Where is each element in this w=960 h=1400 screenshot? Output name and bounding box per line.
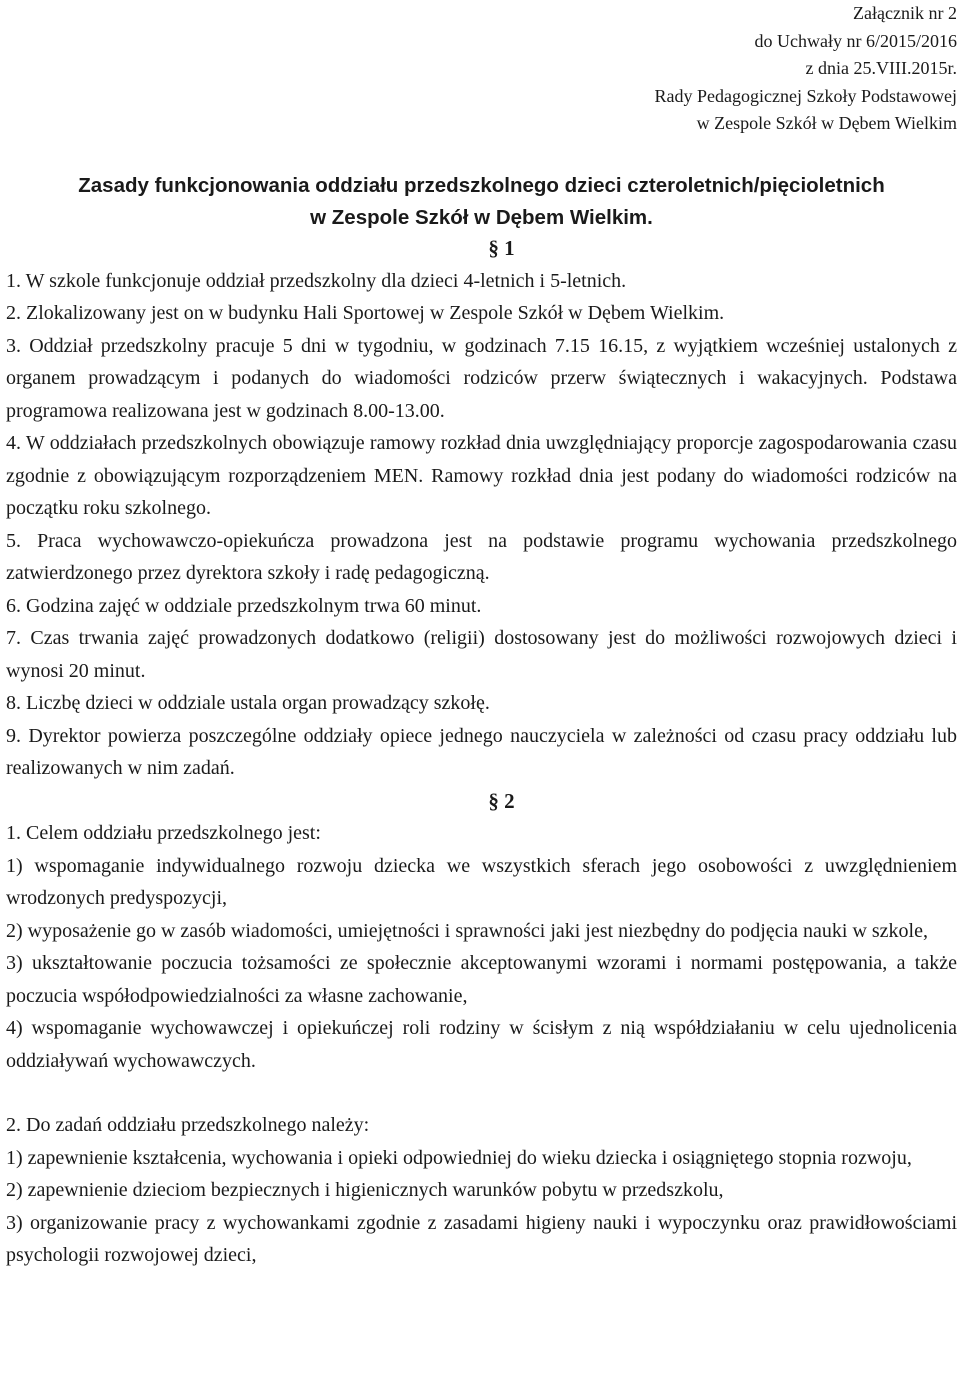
paragraph: 1. W szkole funkcjonuje oddział przedszkolny dla dzieci 4-letnich i 5-letnich. xyxy=(6,269,627,292)
paragraph-gap xyxy=(6,1077,957,1109)
list-item: 3) ukształtowanie poczucia tożsamości ze społecznie akceptowanymi wzorami i normami postępowania, a także poczucia współodpowiedzialności za własne zachowanie, xyxy=(6,952,957,1007)
paragraph: 2. Zlokalizowany jest on w budynku Hali Sportowej w Zespole Szkół w Dębem Wielkim. xyxy=(6,302,725,324)
document-title xyxy=(6,170,957,234)
annex-line: do Uchwały nr 6/2015/2016 xyxy=(754,30,957,51)
paragraph: 7. Czas trwania zajęć prowadzonych dodatkowo (religii) dostosowany jest do możliwości rozwojowych dzieci i wynosi 20 minut. xyxy=(6,627,957,682)
paragraph: 1. Celem oddziału przedszkolnego jest: xyxy=(6,822,321,844)
paragraph: 9. Dyrektor powierza poszczególne oddziały opiece jednego nauczyciela w zależności od czasu pracy oddziału lub realizowanych w nim zadań. xyxy=(6,724,957,779)
paragraph: 3. Oddział przedszkolny pracuje 5 dni w tygodniu, w godzinach 7.15 16.15, z wyjątkiem wcześniej ustalonych z organem prowadzącym i podanych do wiadomości rodziców przerw świątecznych i wakacyjnych. Podstawa programowa realizowana jest w godzinach 8.00-13.00. xyxy=(6,334,957,422)
document-page xyxy=(6,0,957,1400)
list-item: 2) zapewnienie dzieciom bezpiecznych i higienicznych warunków pobytu w przedszkolu, xyxy=(6,1179,724,1201)
paragraph: 6. Godzina zajęć w oddziale przedszkolnym trwa 60 minut. xyxy=(6,594,482,617)
list-item: 1) zapewnienie kształcenia, wychowania i opieki odpowiedniej do wieku dziecka i osiągniętego stopnia rozwoju, xyxy=(6,1146,912,1169)
paragraph: 4. W oddziałach przedszkolnych obowiązuje ramowy rozkład dnia uwzględniający proporcje zagospodarowania czasu zgodnie z obowiązującym rozporządzeniem MEN. Ramowy rozkład dnia jest podany do wiadomości rodziców na początku roku szkolnego. xyxy=(6,432,957,519)
paragraph: 2. Do zadań oddziału przedszkolnego należy: xyxy=(6,1114,370,1136)
annex-line: Rady Pedagogicznej Szkoły Podstawowej xyxy=(654,85,957,106)
annex-header xyxy=(655,0,957,138)
title-line-2: w Zespole Szkół w Dębem Wielkim. xyxy=(310,206,653,229)
annex-line: Załącznik nr 2 xyxy=(853,3,957,23)
section-1-heading: § 1 xyxy=(488,236,515,260)
document-body xyxy=(6,232,957,1272)
title-line-1: Zasady funkcjonowania oddziału przedszkolnego dzieci czteroletnich/pięcioletnich xyxy=(78,174,885,197)
list-item: 4) wspomaganie wychowawczej i opiekuńczej roli rodziny w ścisłym z nią współdziałaniu w celu ujednolicenia oddziaływań wychowawczych. xyxy=(6,1017,957,1072)
paragraph: 8. Liczbę dzieci w oddziale ustala organ prowadzący szkołę. xyxy=(6,692,490,714)
list-item: 3) organizowanie pracy z wychowankami zgodnie z zasadami higieny nauki i wypoczynku oraz prawidłowościami psychologii rozwojowej dzieci, xyxy=(6,1211,957,1266)
annex-line: w Zespole Szkół w Dębem Wielkim xyxy=(696,113,957,133)
list-item: 2) wyposażenie go w zasób wiadomości, umiejętności i sprawności jaki jest niezbędny do podjęcia nauki w szkole, xyxy=(6,919,928,942)
section-2-heading: § 2 xyxy=(488,788,515,813)
list-item: 1) wspomaganie indywidualnego rozwoju dziecka we wszystkich sferach jego osobowości z uwzględnieniem wrodzonych predyspozycji, xyxy=(6,854,957,909)
annex-line: z dnia 25.VIII.2015r. xyxy=(805,58,957,78)
paragraph: 5. Praca wychowawczo-opiekuńcza prowadzona jest na podstawie programu wychowania przedszkolnego zatwierdzonego przez dyrektora szkoły i radę pedagogiczną. xyxy=(6,529,957,584)
